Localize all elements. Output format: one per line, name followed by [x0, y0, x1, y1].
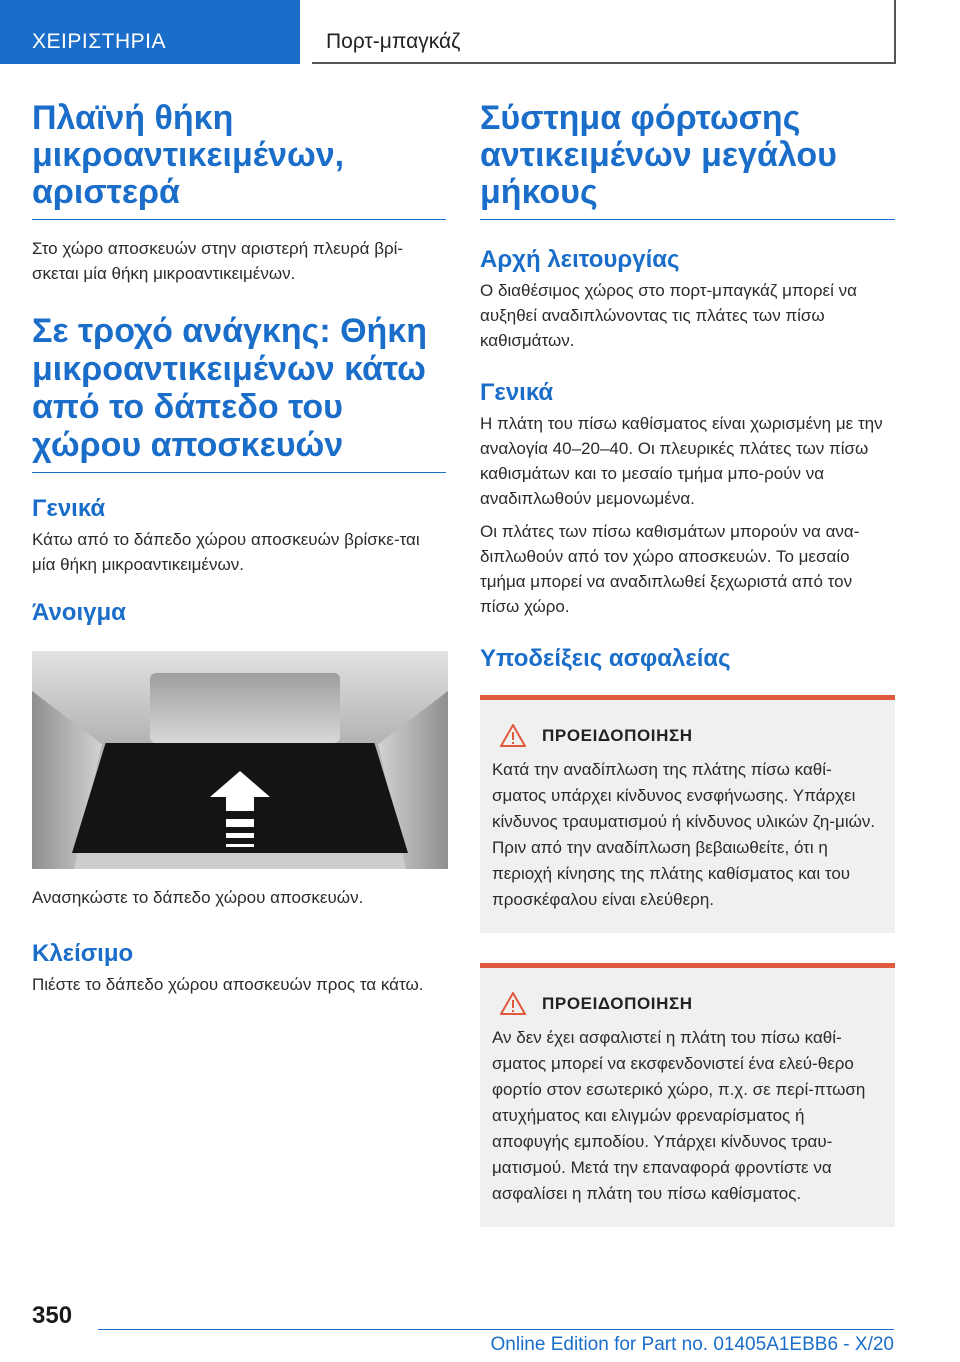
- warning-label: ΠΡΟΕΙΔΟΠΟΙΗΣΗ: [542, 993, 693, 1013]
- heading-side-compartment: Πλαϊνή θήκη μικροαντικειμένων, αριστερά: [32, 100, 446, 220]
- warning-triangle-icon: [500, 724, 526, 747]
- warning-text: Αν δεν έχει ασφαλιστεί η πλάτη του πίσω καθί-σματος μπορεί να εκσφενδονιστεί ένα ελεύ-θερο φορτίο στον εσωτερικό χώρο, π.χ. σε περί-πτωση ατυχήματος και ελιγμών φρεναρίσματος ή αποφυγής εμποδίου. Υπάρχει κίνδυνος τραυ-ματισμού. Μετά την επαναφορά φροντίστε να ασφαλίσει η πλάτη του πίσω καθίσματος.: [492, 1028, 866, 1203]
- general-text-left: Κάτω από το δάπεδο χώρου αποσκευών βρίσκε-ται μία θήκη μικροαντικειμένων.: [32, 530, 420, 574]
- warning-triangle-icon: [500, 992, 526, 1015]
- warning-header: [500, 724, 883, 747]
- chapter-tab: ΧΕΙΡΙΣΤΗΡΙΑ: [0, 0, 300, 64]
- heading-opening: Άνοιγμα: [32, 599, 126, 626]
- heading-principle: Αρχή λειτουργίας: [480, 246, 680, 273]
- trunk-floor-illustration: [32, 651, 448, 869]
- heading-long-load-system: Σύστημα φόρτωσης αντικειμένων μεγάλου μήκους: [480, 100, 895, 220]
- warning-box-2: [480, 963, 895, 1227]
- general-text-right-2: Οι πλάτες των πίσω καθισμάτων μπορούν να ανα-διπλωθούν από τον χώρο αποσκευών. Το μεσαίο τμήμα μπορεί να αναδιπλωθεί ξεχωριστά από τον πίσω χώρο.: [480, 522, 860, 616]
- general-text-right-1: Η πλάτη του πίσω καθίσματος είναι χωρισμένη με την αναλογία 40–20–40. Οι πλευρικές πλάτες των πίσω καθισμάτων και το μεσαίο τμήμα μπο-ρούν να αναδιπλωθούν μεμονωμένα.: [480, 414, 883, 508]
- image-caption: Ανασηκώστε το δάπεδο χώρου αποσκευών.: [32, 888, 364, 907]
- left-column: [32, 100, 446, 997]
- heading-safety: Υποδείξεις ασφαλείας: [480, 645, 731, 672]
- footer-divider: [98, 1329, 894, 1330]
- edition-text: Online Edition for Part no. 01405A1EBB6 - X/20: [490, 1334, 894, 1355]
- right-column: [480, 100, 895, 1227]
- warning-header: [500, 992, 883, 1015]
- heading-general-right: Γενικά: [480, 379, 554, 406]
- page-number: 350: [32, 1302, 73, 1329]
- closing-text: Πιέστε το δάπεδο χώρου αποσκευών προς τα κάτω.: [32, 975, 424, 994]
- heading-closing: Κλείσιμο: [32, 940, 134, 967]
- heading-underfloor-compartment: Σε τροχό ανάγκης: Θήκη μικροαντικειμένων κάτω από το δάπεδο του χώρου αποσκευών: [32, 312, 446, 473]
- section-title: Πορτ-μπαγκάζ: [312, 0, 896, 64]
- side-compartment-text: Στο χώρο αποσκευών στην αριστερή πλευρά βρί-σκεται μία θήκη μικροαντικειμένων.: [32, 239, 404, 283]
- warning-label: ΠΡΟΕΙΔΟΠΟΙΗΣΗ: [542, 725, 693, 745]
- warning-box-1: [480, 695, 895, 933]
- heading-general-left: Γενικά: [32, 495, 106, 522]
- arrow-up-icon: [210, 771, 270, 853]
- principle-text: Ο διαθέσιμος χώρος στο πορτ-μπαγκάζ μπορεί να αυξηθεί αναδιπλώνοντας τις πλάτες των πίσω καθισμάτων.: [480, 281, 857, 350]
- warning-text: Κατά την αναδίπλωση της πλάτης πίσω καθί-σματος υπάρχει κίνδυνος ενσφήνωσης. Υπάρχει κίνδυνος τραυματισμού ή κίνδυνος υλικών ζη-μιών. Πριν από την αναδίπλωση βεβαιωθείτε, ότι η περιοχή κίνησης της πλάτης καθίσματος και του προσκέφαλου είναι ελεύθερη.: [492, 760, 876, 909]
